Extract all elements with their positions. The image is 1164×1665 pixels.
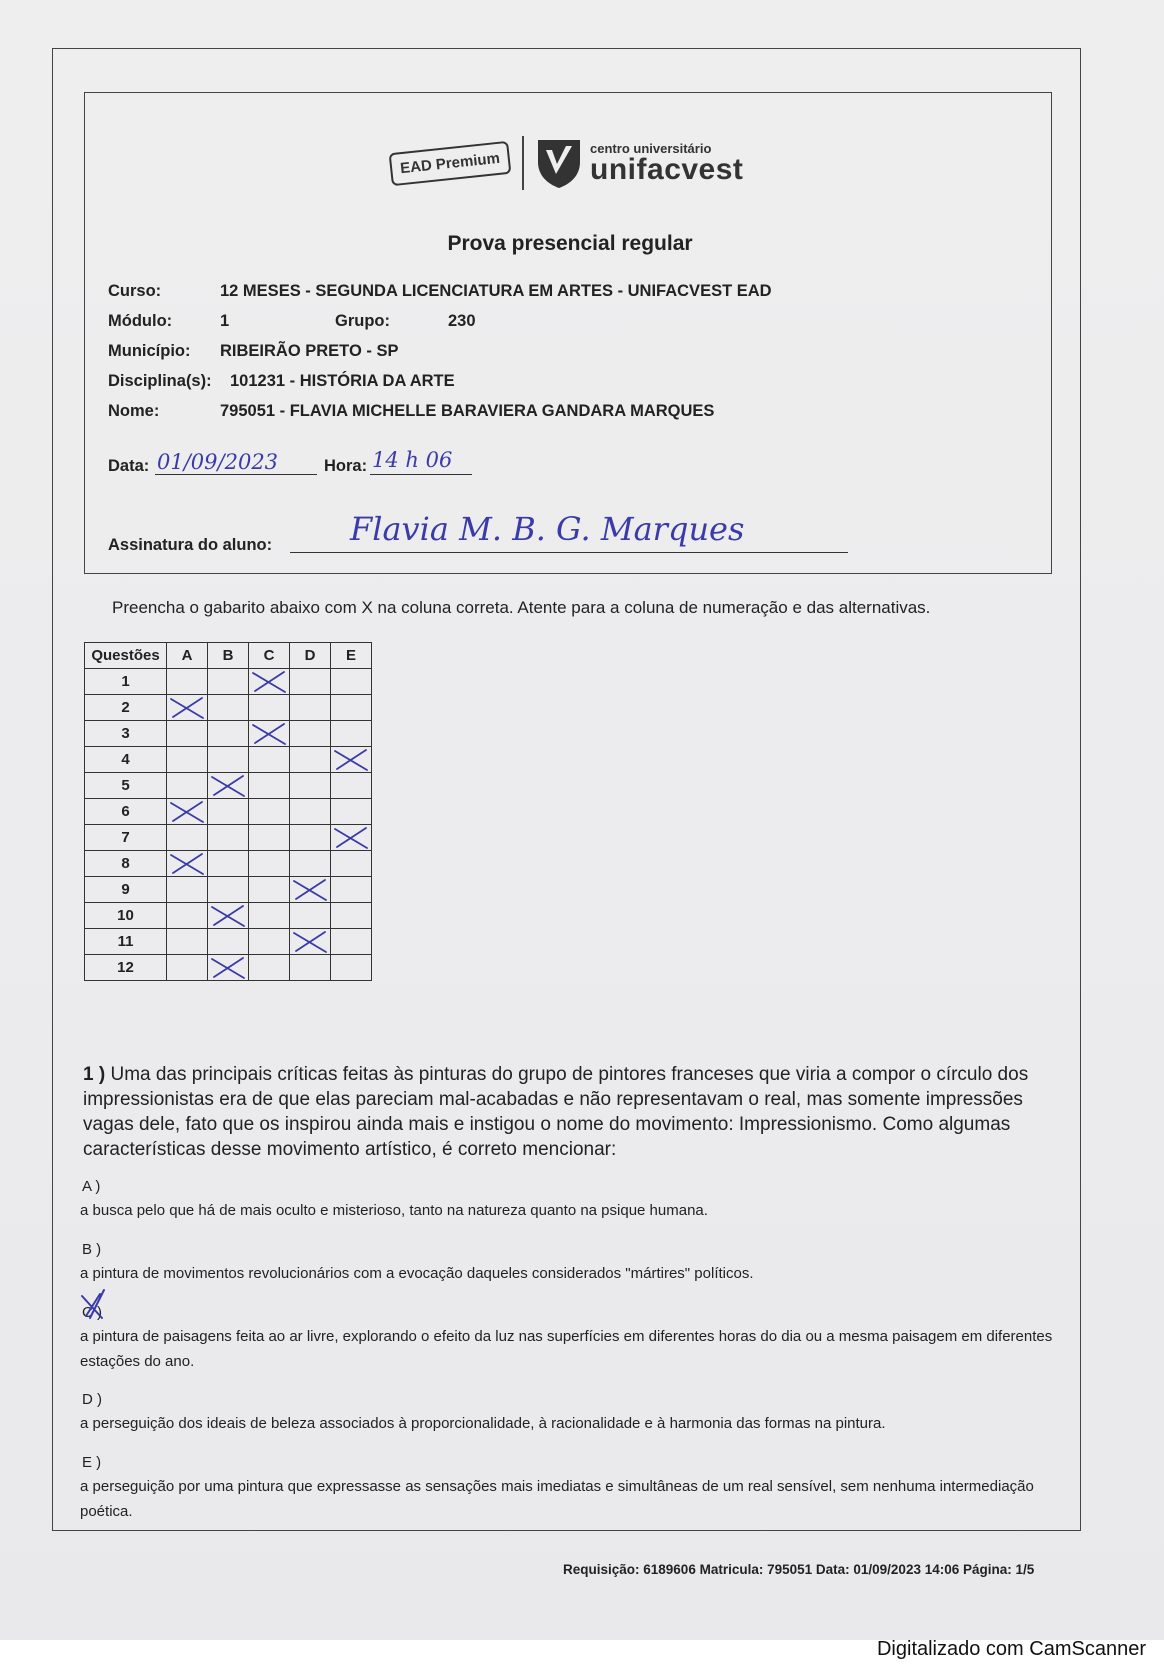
option-a-label: A ) — [82, 1178, 101, 1195]
handwritten-x-mark — [251, 670, 287, 694]
grid-cell-d[interactable] — [290, 695, 331, 721]
grid-cell-c[interactable] — [249, 695, 290, 721]
grid-cell-e[interactable] — [331, 695, 372, 721]
grid-cell-b[interactable] — [208, 799, 249, 825]
grid-question-number: 7 — [85, 825, 167, 851]
grid-cell-e[interactable] — [331, 929, 372, 955]
option-e-text: a perseguição por uma pintura que expressasse as sensações mais imediatas e simultâneas de um real sensível, sem nenhuma intermediação poética. — [80, 1478, 1034, 1520]
grid-row — [85, 851, 372, 877]
grid-cell-c[interactable] — [249, 851, 290, 877]
page-title: Prova presencial regular — [447, 232, 693, 255]
grid-question-number: 11 — [85, 929, 167, 955]
grid-question-number: 1 — [85, 669, 167, 695]
curso-label: Curso: — [108, 282, 162, 300]
grid-cell-c[interactable] — [249, 721, 290, 747]
ead-premium-badge — [389, 140, 512, 185]
hora-label: Hora: — [324, 457, 368, 475]
grid-cell-a[interactable] — [167, 695, 208, 721]
grid-question-number: 3 — [85, 721, 167, 747]
nome-label: Nome: — [108, 402, 160, 420]
grid-cell-c[interactable] — [249, 955, 290, 981]
grid-cell-c[interactable] — [249, 903, 290, 929]
grid-cell-b[interactable] — [208, 877, 249, 903]
grid-cell-b[interactable] — [208, 903, 249, 929]
option-e-label: E ) — [82, 1454, 102, 1471]
grid-cell-a[interactable] — [167, 851, 208, 877]
question-statement: Uma das principais críticas feitas às pinturas do grupo de pintores franceses que viria a compor o círculo dos impressionistas era de que elas pareciam mal-acabadas e não representavam o real, mas somente impressões vagas dele, fato que os inspirou ainda mais e instigou o nome do movimento: Impressionismo. Como algumas características desse movimento artístico, é correto mencionar: — [83, 1064, 1029, 1160]
grid-question-number: 4 — [85, 747, 167, 773]
grid-cell-d[interactable] — [290, 851, 331, 877]
grid-cell-c[interactable] — [249, 929, 290, 955]
grid-cell-a[interactable] — [167, 669, 208, 695]
handwritten-x-mark — [169, 696, 205, 720]
grid-cell-d[interactable] — [290, 669, 331, 695]
brand-text — [590, 142, 743, 185]
nome-value: 795051 - FLAVIA MICHELLE BARAVIERA GANDARA MARQUES — [220, 402, 715, 420]
grid-question-number: 6 — [85, 799, 167, 825]
instructions-text: Preencha o gabarito abaixo com X na coluna correta. Atente para a coluna de numeração e das alternativas. — [112, 598, 931, 617]
grid-cell-d[interactable] — [290, 773, 331, 799]
handwritten-x-mark — [210, 956, 246, 980]
grid-cell-d[interactable] — [290, 825, 331, 851]
assinatura-label: Assinatura do aluno: — [108, 536, 273, 554]
grid-cell-a[interactable] — [167, 747, 208, 773]
data-field — [155, 452, 317, 475]
grid-row — [85, 877, 372, 903]
handwritten-x-mark — [169, 852, 205, 876]
disciplina-label: Disciplina(s): — [108, 372, 212, 390]
grid-cell-b[interactable] — [208, 851, 249, 877]
option-d-label: D ) — [82, 1391, 102, 1408]
data-handwritten: 01/09/2023 — [157, 450, 279, 474]
nome-row — [108, 402, 715, 421]
grid-cell-a[interactable] — [167, 877, 208, 903]
modulo-value: 1 — [220, 312, 230, 330]
grid-header-c: C — [249, 643, 290, 669]
grid-cell-b[interactable] — [208, 773, 249, 799]
camscanner-watermark: Digitalizado com CamScanner — [876, 1638, 1146, 1660]
grid-row — [85, 929, 372, 955]
grid-question-number: 5 — [85, 773, 167, 799]
handwritten-x-mark — [333, 826, 369, 850]
assinatura-field — [290, 510, 848, 553]
grid-cell-e[interactable] — [331, 669, 372, 695]
grid-cell-e[interactable] — [331, 799, 372, 825]
grid-cell-d[interactable] — [290, 747, 331, 773]
grid-cell-e[interactable] — [331, 955, 372, 981]
option-b-text: a pintura de movimentos revolucionários com a evocação daqueles considerados "mártires" políticos. — [80, 1265, 754, 1282]
grid-cell-b[interactable] — [208, 669, 249, 695]
grid-row — [85, 903, 372, 929]
grupo-label: Grupo: — [335, 312, 390, 330]
modulo-label: Módulo: — [108, 312, 173, 330]
hora-handwritten: 14 h 06 — [372, 448, 453, 472]
grid-cell-b[interactable] — [208, 695, 249, 721]
grid-header-d: D — [290, 643, 331, 669]
grid-cell-c[interactable] — [249, 877, 290, 903]
grid-cell-d[interactable] — [290, 955, 331, 981]
grid-row — [85, 773, 372, 799]
disciplina-row — [108, 372, 455, 391]
grid-cell-e[interactable] — [331, 721, 372, 747]
grid-cell-e[interactable] — [331, 773, 372, 799]
brand-subtitle: centro universitário — [590, 140, 712, 156]
grid-cell-b[interactable] — [208, 955, 249, 981]
institution-logo — [390, 134, 743, 192]
handwritten-x-mark — [292, 930, 328, 954]
handwritten-x-mark — [210, 904, 246, 928]
grid-cell-e[interactable] — [331, 851, 372, 877]
grid-cell-a[interactable] — [167, 903, 208, 929]
curso-row — [108, 282, 772, 301]
grid-cell-c[interactable] — [249, 825, 290, 851]
grid-cell-d[interactable] — [290, 929, 331, 955]
question-number: 1 ) — [83, 1064, 106, 1085]
grid-cell-d[interactable] — [290, 877, 331, 903]
grid-header-e: E — [331, 643, 372, 669]
grid-cell-b[interactable] — [208, 747, 249, 773]
grid-cell-e[interactable] — [331, 825, 372, 851]
option-c-text: a pintura de paisagens feita ao ar livre, explorando o efeito da luz nas superfícies em diferentes horas do dia ou a mesma paisagem em diferentes estações do ano. — [80, 1328, 1053, 1370]
grid-header-questoes: Questões — [85, 643, 167, 669]
grid-cell-a[interactable] — [167, 955, 208, 981]
grid-row — [85, 955, 372, 981]
option-a-text: a busca pelo que há de mais oculto e misterioso, tanto na natureza quanto na psique humana. — [80, 1202, 708, 1219]
handwritten-x-mark — [210, 774, 246, 798]
grid-question-number: 8 — [85, 851, 167, 877]
disciplina-value: 101231 - HISTÓRIA DA ARTE — [230, 372, 455, 390]
data-label: Data: — [108, 457, 150, 475]
grid-cell-d[interactable] — [290, 903, 331, 929]
grid-cell-c[interactable] — [249, 747, 290, 773]
grid-cell-e[interactable] — [331, 877, 372, 903]
grid-cell-e[interactable] — [331, 903, 372, 929]
grid-cell-a[interactable] — [167, 825, 208, 851]
grid-cell-a[interactable] — [167, 773, 208, 799]
grid-question-number: 9 — [85, 877, 167, 903]
municipio-row — [108, 342, 399, 361]
logo-divider — [522, 136, 524, 190]
grid-cell-b[interactable] — [208, 929, 249, 955]
grid-header-b: B — [208, 643, 249, 669]
grid-question-number: 2 — [85, 695, 167, 721]
handwritten-x-mark — [292, 878, 328, 902]
grid-cell-d[interactable] — [290, 721, 331, 747]
grid-cell-a[interactable] — [167, 929, 208, 955]
option-b-label: B ) — [82, 1241, 102, 1258]
grid-row — [85, 799, 372, 825]
modulo-row — [108, 312, 476, 331]
grid-row — [85, 669, 372, 695]
grid-cell-a[interactable] — [167, 721, 208, 747]
grid-cell-d[interactable] — [290, 799, 331, 825]
grid-row — [85, 695, 372, 721]
handwritten-x-mark — [251, 722, 287, 746]
answer-grid-header — [85, 643, 372, 669]
grid-question-number: 10 — [85, 903, 167, 929]
shield-icon — [536, 136, 582, 190]
option-d-text: a perseguição dos ideais de beleza associados à proporcionalidade, à racionalidade e à harmonia das formas na pintura. — [80, 1415, 886, 1432]
grid-question-number: 12 — [85, 955, 167, 981]
municipio-value: RIBEIRÃO PRETO - SP — [220, 342, 399, 360]
footer-requisicao: Requisição: 6189606 Matricula: 795051 Data: 01/09/2023 14:06 Página: 1/5 — [563, 1562, 1035, 1577]
answer-grid — [84, 642, 372, 981]
grid-header-a: A — [167, 643, 208, 669]
curso-value: 12 MESES - SEGUNDA LICENCIATURA EM ARTES - UNIFACVEST EAD — [220, 282, 772, 300]
signature-handwritten: Flavia M. B. G. Marques — [350, 510, 745, 548]
handwritten-x-mark — [169, 800, 205, 824]
grid-cell-c[interactable] — [249, 799, 290, 825]
ead-premium-text: EAD Premium — [399, 149, 501, 177]
grid-cell-e[interactable] — [331, 747, 372, 773]
grupo-value: 230 — [448, 312, 476, 330]
grid-row — [85, 747, 372, 773]
grid-row — [85, 721, 372, 747]
option-c-handwritten-x-mark — [78, 1288, 110, 1324]
grid-cell-c[interactable] — [249, 773, 290, 799]
municipio-label: Município: — [108, 342, 191, 360]
option-c-label: C ) — [82, 1304, 102, 1321]
grid-cell-b[interactable] — [208, 825, 249, 851]
brand-name: unifacvest — [590, 152, 744, 186]
grid-cell-a[interactable] — [167, 799, 208, 825]
grid-cell-c[interactable] — [249, 669, 290, 695]
handwritten-x-mark — [333, 748, 369, 772]
grid-row — [85, 825, 372, 851]
grid-cell-b[interactable] — [208, 721, 249, 747]
question-1-text — [83, 1062, 1043, 1162]
hora-field — [370, 448, 472, 475]
